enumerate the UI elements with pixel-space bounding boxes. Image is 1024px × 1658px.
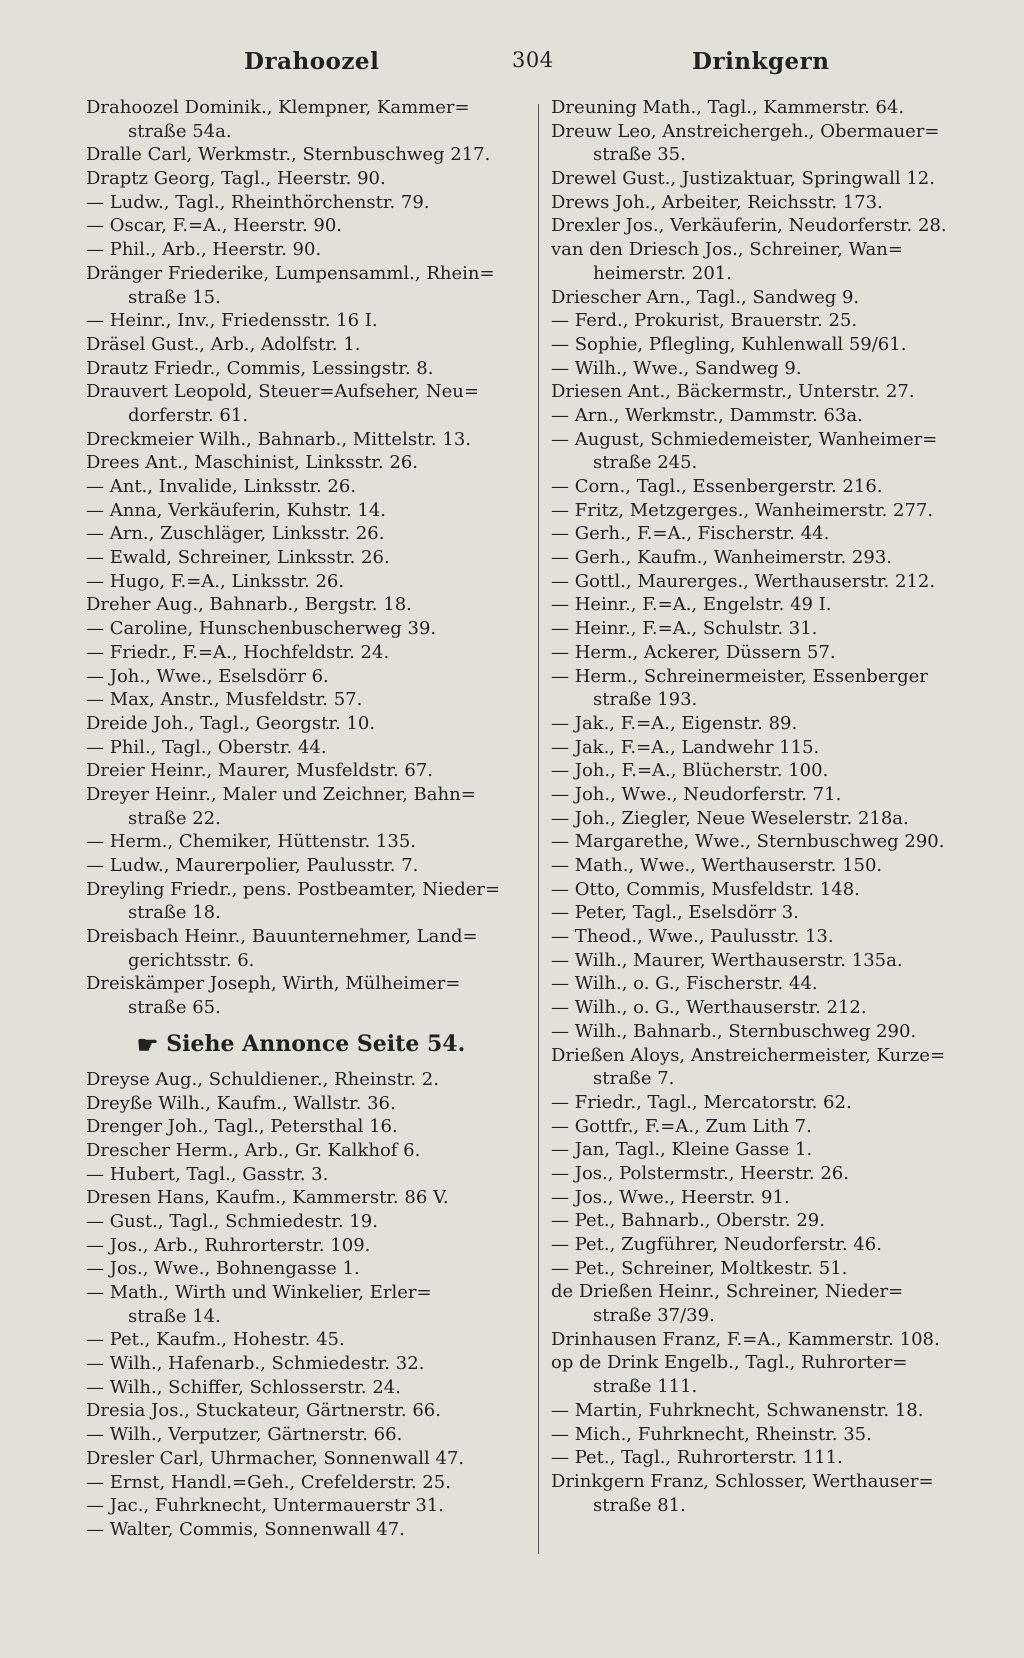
pointing-hand-icon: ☛ <box>136 1029 159 1059</box>
directory-entry: — Ewald, Schreiner, Linksstr. 26. <box>86 547 390 569</box>
directory-entry: Dreuw Leo, Anstreichergeh., Obermauer= <box>551 120 940 142</box>
directory-entry: Drinhausen Franz, F.=A., Kammerstr. 108. <box>551 1328 940 1350</box>
directory-entry: — Jak., F.=A., Landwehr 115. <box>551 736 820 758</box>
directory-entry: — Heinr., Inv., Friedensstr. 16 I. <box>86 310 378 332</box>
entry-continuation-line: straße 193. <box>593 689 698 711</box>
directory-entry: — Heinr., F.=A., Engelstr. 49 I. <box>551 594 832 616</box>
directory-entry: — Gottl., Maurerges., Werthauserstr. 212. <box>551 570 936 592</box>
directory-entry: Dreier Heinr., Maurer, Musfeldstr. 67. <box>86 760 434 782</box>
directory-entry: — Gottfr., F.=A., Zum Lith 7. <box>551 1115 812 1137</box>
entry-continuation-line: straße 65. <box>128 997 221 1019</box>
left-entry-list-a <box>86 96 516 1020</box>
directory-entry: — Jos., Arb., Ruhrorterstr. 109. <box>86 1234 371 1256</box>
entry-continuation-line: straße 37/39. <box>593 1305 715 1327</box>
directory-entry: — Wilh., o. G., Werthauserstr. 212. <box>551 997 867 1019</box>
directory-entry: — Jos., Polstermstr., Heerstr. 26. <box>551 1162 849 1184</box>
directory-entry: — Jos., Wwe., Heerstr. 91. <box>551 1186 790 1208</box>
directory-entry: Dresen Hans, Kaufm., Kammerstr. 86 V. <box>86 1187 449 1209</box>
directory-entry: — Gerh., Kaufm., Wanheimerstr. 293. <box>551 547 892 569</box>
directory-entry: — August, Schmiedemeister, Wanheimer= <box>551 428 938 450</box>
annonce-notice <box>86 1022 516 1066</box>
entry-continuation-line: straße 7. <box>593 1068 675 1090</box>
directory-entry: — Max, Anstr., Musfeldstr. 57. <box>86 689 363 711</box>
directory-entry: — Joh., Ziegler, Neue Weselerstr. 218a. <box>551 807 909 829</box>
directory-entry: — Herm., Ackerer, Düssern 57. <box>551 641 836 663</box>
directory-entry: — Joh., Wwe., Eselsdörr 6. <box>86 665 329 687</box>
directory-entry: Drexler Jos., Verkäuferin, Neudorferstr. 28. <box>551 215 947 237</box>
directory-entry: Dreyse Aug., Schuldiener., Rheinstr. 2. <box>86 1068 439 1090</box>
directory-entry: Draptz Georg, Tagl., Heerstr. 90. <box>86 168 386 190</box>
directory-entry: Driesen Ant., Bäckermstr., Unterstr. 27. <box>551 381 915 403</box>
directory-entry: Dreckmeier Wilh., Bahnarb., Mittelstr. 13. <box>86 428 471 450</box>
directory-entry: — Pet., Zugführer, Neudorferstr. 46. <box>551 1234 882 1255</box>
directory-entry: Driescher Arn., Tagl., Sandweg 9. <box>551 286 860 308</box>
directory-entry: — Wilh., Maurer, Werthauserstr. 135a. <box>551 949 903 971</box>
directory-entry: — Wilh., Verputzer, Gärtnerstr. 66. <box>86 1424 403 1446</box>
directory-entry: Dresia Jos., Stuckateur, Gärtnerstr. 66. <box>86 1400 441 1422</box>
directory-entry: — Ant., Invalide, Linksstr. 26. <box>86 476 357 497</box>
left-column <box>86 96 516 1542</box>
directory-entry: — Ludw., Tagl., Rheinthörchenstr. 79. <box>86 191 430 213</box>
directory-entry: — Herm., Schreinermeister, Essenberger <box>551 665 928 687</box>
annonce-text: Siehe Annonce Seite 54. <box>166 1030 466 1057</box>
directory-entry: — Ernst, Handl.=Geh., Crefelderstr. 25. <box>86 1471 451 1493</box>
left-entry-list-b <box>86 1068 516 1542</box>
directory-entry: — Phil., Tagl., Oberstr. 44. <box>86 736 327 758</box>
entry-continuation-line: straße 245. <box>593 452 698 474</box>
directory-entry: — Wilh., Wwe., Sandweg 9. <box>551 357 802 379</box>
directory-entry: — Jan, Tagl., Kleine Gasse 1. <box>551 1139 813 1161</box>
directory-entry: Dräsel Gust., Arb., Adolfstr. 1. <box>86 333 361 355</box>
header-left-keyword: Drahoozel <box>244 48 380 75</box>
directory-entry: — Anna, Verkäuferin, Kuhstr. 14. <box>86 499 387 521</box>
entry-continuation-line: straße 18. <box>128 902 221 924</box>
directory-entry: — Joh., Wwe., Neudorferstr. 71. <box>551 783 842 805</box>
directory-entry: — Margarethe, Wwe., Sternbuschweg 290. <box>551 831 945 853</box>
directory-entry: — Corn., Tagl., Essenbergerstr. 216. <box>551 476 883 497</box>
directory-entry: — Mich., Fuhrknecht, Rheinstr. 35. <box>551 1423 872 1445</box>
directory-entry: Dreisbach Heinr., Bauunternehmer, Land= <box>86 926 478 948</box>
directory-entry: — Oscar, F.=A., Heerstr. 90. <box>86 215 343 237</box>
directory-entry: — Phil., Arb., Heerstr. 90. <box>86 239 322 261</box>
directory-entry: Dralle Carl, Werkmstr., Sternbuschweg 217. <box>86 144 491 166</box>
entry-continuation-line: straße 81. <box>593 1494 686 1516</box>
column-divider <box>538 104 539 1554</box>
entry-continuation-line: straße 14. <box>128 1305 221 1327</box>
entry-continuation-line: straße 35. <box>593 144 686 166</box>
directory-entry: — Sophie, Pflegling, Kuhlenwall 59/61. <box>551 333 907 355</box>
directory-entry: — Ludw., Maurerpolier, Paulusstr. 7. <box>86 855 419 876</box>
directory-entry: Dresler Carl, Uhrmacher, Sonnenwall 47. <box>86 1447 465 1469</box>
directory-entry: Drews Joh., Arbeiter, Reichsstr. 173. <box>551 191 883 213</box>
directory-entry: — Caroline, Hunschenbuscherweg 39. <box>86 618 437 640</box>
directory-entry: — Arn., Werkmstr., Dammstr. 63a. <box>551 404 863 426</box>
directory-entry: — Pet., Tagl., Ruhrorterstr. 111. <box>551 1447 843 1469</box>
directory-entry: de Drießen Heinr., Schreiner, Nieder= <box>551 1281 904 1303</box>
directory-entry: Drießen Aloys, Anstreichermeister, Kurze= <box>551 1044 946 1066</box>
directory-entry: van den Driesch Jos., Schreiner, Wan= <box>551 239 903 261</box>
directory-entry: Dreyling Friedr., pens. Postbeamter, Nieder= <box>86 878 501 900</box>
directory-entry: Dreide Joh., Tagl., Georgstr. 10. <box>86 712 376 734</box>
right-entry-list <box>551 96 987 1517</box>
directory-entry: Drautz Friedr., Commis, Lessingstr. 8. <box>86 357 434 379</box>
entry-continuation-line: straße 22. <box>128 807 221 829</box>
directory-entry: — Wilh., Bahnarb., Sternbuschweg 290. <box>551 1020 917 1042</box>
directory-entry: — Pet., Bahnarb., Oberstr. 29. <box>551 1210 825 1232</box>
header-right-keyword: Drinkgern <box>692 48 830 75</box>
directory-entry: — Peter, Tagl., Eselsdörr 3. <box>551 902 799 924</box>
directory-entry: Drees Ant., Maschinist, Linksstr. 26. <box>86 452 418 474</box>
directory-entry: Drauvert Leopold, Steuer=Aufseher, Neu= <box>86 381 479 403</box>
page-number: 304 <box>512 48 554 72</box>
directory-entry: — Herm., Chemiker, Hüttenstr. 135. <box>86 831 417 853</box>
directory-entry: — Hugo, F.=A., Linksstr. 26. <box>86 570 345 592</box>
directory-entry: — Arn., Zuschläger, Linksstr. 26. <box>86 523 385 545</box>
directory-entry: Dränger Friederike, Lumpensamml., Rhein= <box>86 262 495 284</box>
directory-entry: Drahoozel Dominik., Klempner, Kammer= <box>86 97 470 118</box>
directory-entry: Dreiskämper Joseph, Wirth, Mülheimer= <box>86 973 461 995</box>
directory-entry: — Pet., Schreiner, Moltkestr. 51. <box>551 1257 848 1279</box>
entry-continuation-line: straße 54a. <box>128 120 232 142</box>
entry-continuation-line: gerichtsstr. 6. <box>128 949 255 971</box>
directory-entry: — Jac., Fuhrknecht, Untermauerstr 31. <box>86 1495 445 1517</box>
directory-entry: — Gerh., F.=A., Fischerstr. 44. <box>551 523 830 545</box>
entry-continuation-line: dorferstr. 61. <box>128 404 249 426</box>
directory-entry: Drescher Herm., Arb., Gr. Kalkhof 6. <box>86 1139 421 1161</box>
directory-entry: — Heinr., F.=A., Schulstr. 31. <box>551 618 818 640</box>
directory-entry: — Pet., Kaufm., Hohestr. 45. <box>86 1329 345 1351</box>
directory-entry: — Fritz, Metzgerges., Wanheimerstr. 277. <box>551 499 934 521</box>
directory-entry: Dreuning Math., Tagl., Kammerstr. 64. <box>551 97 905 118</box>
directory-entry: Dreyße Wilh., Kaufm., Wallstr. 36. <box>86 1092 396 1114</box>
directory-entry: Dreher Aug., Bahnarb., Bergstr. 18. <box>86 594 412 616</box>
directory-entry: Dreyer Heinr., Maler und Zeichner, Bahn= <box>86 783 476 805</box>
directory-entry: — Theod., Wwe., Paulusstr. 13. <box>551 926 834 948</box>
directory-entry: op de Drink Engelb., Tagl., Ruhrorter= <box>551 1352 908 1374</box>
directory-entry: — Otto, Commis, Musfeldstr. 148. <box>551 878 860 900</box>
directory-entry: — Wilh., o. G., Fischerstr. 44. <box>551 973 818 995</box>
directory-entry: — Martin, Fuhrknecht, Schwanenstr. 18. <box>551 1399 924 1421</box>
directory-entry: — Joh., F.=A., Blücherstr. 100. <box>551 760 829 782</box>
directory-entry: — Ferd., Prokurist, Brauerstr. 25. <box>551 310 858 332</box>
directory-entry: — Walter, Commis, Sonnenwall 47. <box>86 1518 405 1540</box>
right-column <box>551 96 987 1517</box>
directory-entry: — Jos., Wwe., Bohnengasse 1. <box>86 1258 360 1280</box>
directory-entry: Drinkgern Franz, Schlosser, Werthauser= <box>551 1470 934 1492</box>
directory-entry: — Gust., Tagl., Schmiedestr. 19. <box>86 1210 378 1232</box>
directory-entry: — Jak., F.=A., Eigenstr. 89. <box>551 712 798 734</box>
directory-entry: — Math., Wirth und Winkelier, Erler= <box>86 1282 432 1303</box>
entry-continuation-line: straße 15. <box>128 286 221 308</box>
entry-continuation-line: heimerstr. 201. <box>593 262 732 284</box>
directory-entry: — Wilh., Hafenarb., Schmiedestr. 32. <box>86 1353 425 1375</box>
entry-continuation-line: straße 111. <box>593 1376 698 1398</box>
directory-entry: — Wilh., Schiffer, Schlosserstr. 24. <box>86 1376 401 1398</box>
directory-entry: Drewel Gust., Justizaktuar, Springwall 12. <box>551 168 935 190</box>
directory-entry: — Math., Wwe., Werthauserstr. 150. <box>551 855 883 876</box>
directory-entry: Drenger Joh., Tagl., Petersthal 16. <box>86 1116 398 1138</box>
directory-entry: — Hubert, Tagl., Gasstr. 3. <box>86 1163 329 1185</box>
directory-entry: — Friedr., F.=A., Hochfeldstr. 24. <box>86 641 390 663</box>
directory-entry: — Friedr., Tagl., Mercatorstr. 62. <box>551 1091 852 1113</box>
